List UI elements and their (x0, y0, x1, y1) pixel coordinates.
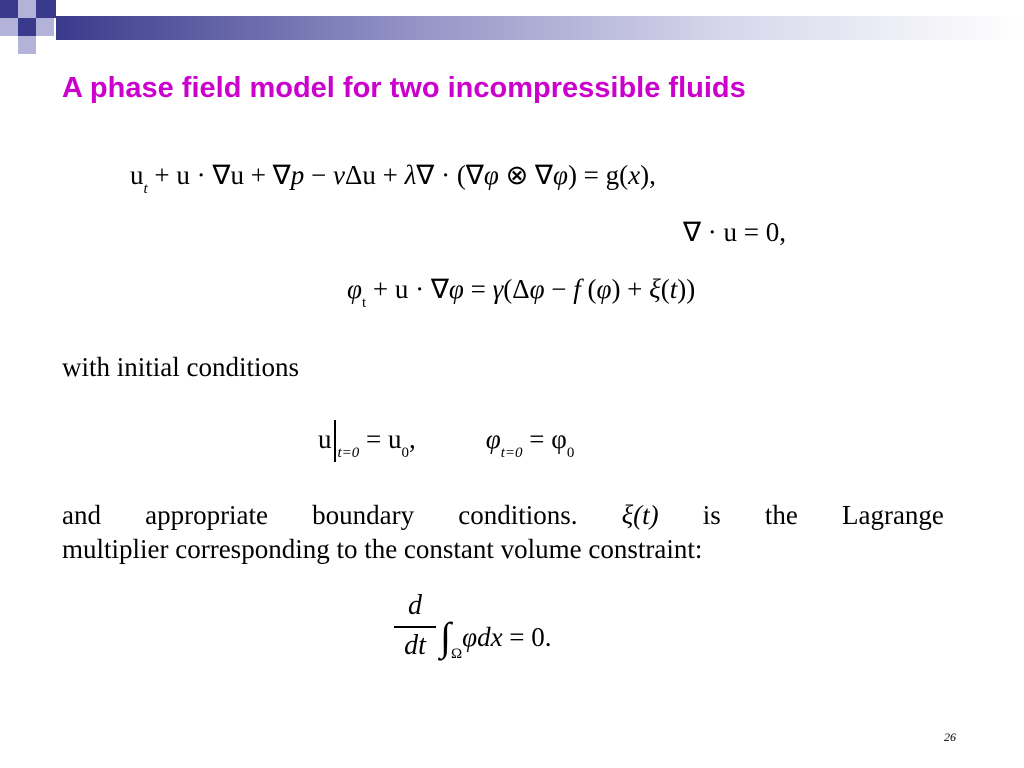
eq-term: ), (640, 160, 656, 190)
eq-term: ) = g( (567, 160, 629, 190)
eq-term: − (544, 274, 574, 304)
slide-title: A phase field model for two incompressible fluids (62, 72, 746, 104)
eq-term: − (304, 160, 333, 190)
eq-term: = 0. (502, 622, 552, 652)
eq-term: t (669, 274, 678, 304)
deco-square (36, 0, 56, 18)
fraction-line (394, 626, 436, 628)
eq-term: ξ (649, 274, 661, 304)
evaluation-bar (334, 420, 336, 462)
deco-square (36, 18, 54, 36)
page-number: 26 (944, 730, 956, 744)
eq-term: ( (660, 274, 670, 304)
eq-term: f (573, 274, 581, 304)
eq-term: ∇ · (∇ (416, 160, 484, 190)
eq-subscript: t=0 (500, 445, 523, 461)
eq-term: ⊗ ∇ (498, 160, 553, 190)
eq-term: = φ (522, 424, 567, 454)
constraint-integral (440, 613, 552, 662)
fraction-numerator: d (408, 590, 422, 621)
word: conditions. (458, 500, 578, 530)
eq-subscript: 0 (566, 445, 575, 461)
eq-term: φ (553, 160, 568, 190)
eq-term: = u (359, 424, 402, 454)
paragraph-line-2: multiplier corresponding to the constant volume constraint: (62, 534, 703, 564)
deco-square (0, 18, 18, 36)
header-gradient-bar (56, 16, 1024, 40)
phase-equation (347, 274, 696, 311)
eq-term: ν (332, 160, 345, 190)
eq-term: u (318, 424, 332, 454)
eq-subscript: t=0 (337, 445, 360, 461)
eq-term: Δu + (344, 160, 405, 190)
eq-term: u (130, 160, 144, 190)
eq-term: ( (580, 274, 597, 304)
word: boundary (312, 500, 415, 530)
eq-term: λ (404, 160, 417, 190)
eq-term: φ (596, 274, 612, 304)
integral-sign: ∫ (440, 614, 451, 659)
initial-conditions-text: with initial conditions (62, 352, 299, 382)
eq-term: )) (677, 274, 696, 304)
eq-term: dx (477, 622, 503, 652)
eq-term: + u · ∇u + ∇ (147, 160, 291, 190)
initial-conditions-equation (318, 420, 574, 462)
eq-subscript: 0 (401, 445, 410, 461)
word: the (764, 500, 798, 530)
eq-term: γ (492, 274, 504, 304)
eq-term: φ (448, 274, 464, 304)
momentum-equation (130, 160, 656, 197)
deco-square (0, 0, 18, 18)
eq-term: φ (462, 622, 478, 652)
deco-square (18, 0, 36, 18)
eq-term: = (463, 274, 493, 304)
eq-term: + u · ∇ (366, 274, 449, 304)
deco-square (18, 18, 36, 36)
eq-term: ∇ · u = 0, (683, 217, 787, 247)
eq-term: φ (483, 160, 499, 190)
word: appropriate (145, 500, 269, 530)
eq-subscript: t (143, 181, 148, 197)
time-derivative-fraction (394, 590, 436, 662)
eq-term: φ (485, 424, 501, 454)
eq-term: , (409, 424, 416, 454)
eq-subscript: t (361, 295, 367, 311)
eq-term: x (628, 160, 641, 190)
paragraph-line-1 (62, 498, 944, 532)
word: and (62, 500, 101, 530)
eq-term: (Δ (503, 274, 530, 304)
word: is (702, 500, 721, 530)
xi-of-t: ξ(t) (621, 500, 659, 530)
eq-term: φ (529, 274, 545, 304)
fraction-denominator: dt (404, 630, 426, 661)
header-decoration (0, 0, 1024, 60)
incompressibility-equation (683, 219, 786, 246)
word: Lagrange (841, 500, 944, 530)
deco-square (18, 36, 36, 54)
eq-term: p (290, 160, 305, 190)
boundary-conditions-paragraph (62, 498, 944, 566)
eq-term: ) + (611, 274, 650, 304)
eq-subscript: Ω (450, 646, 463, 662)
eq-term: φ (347, 274, 362, 304)
